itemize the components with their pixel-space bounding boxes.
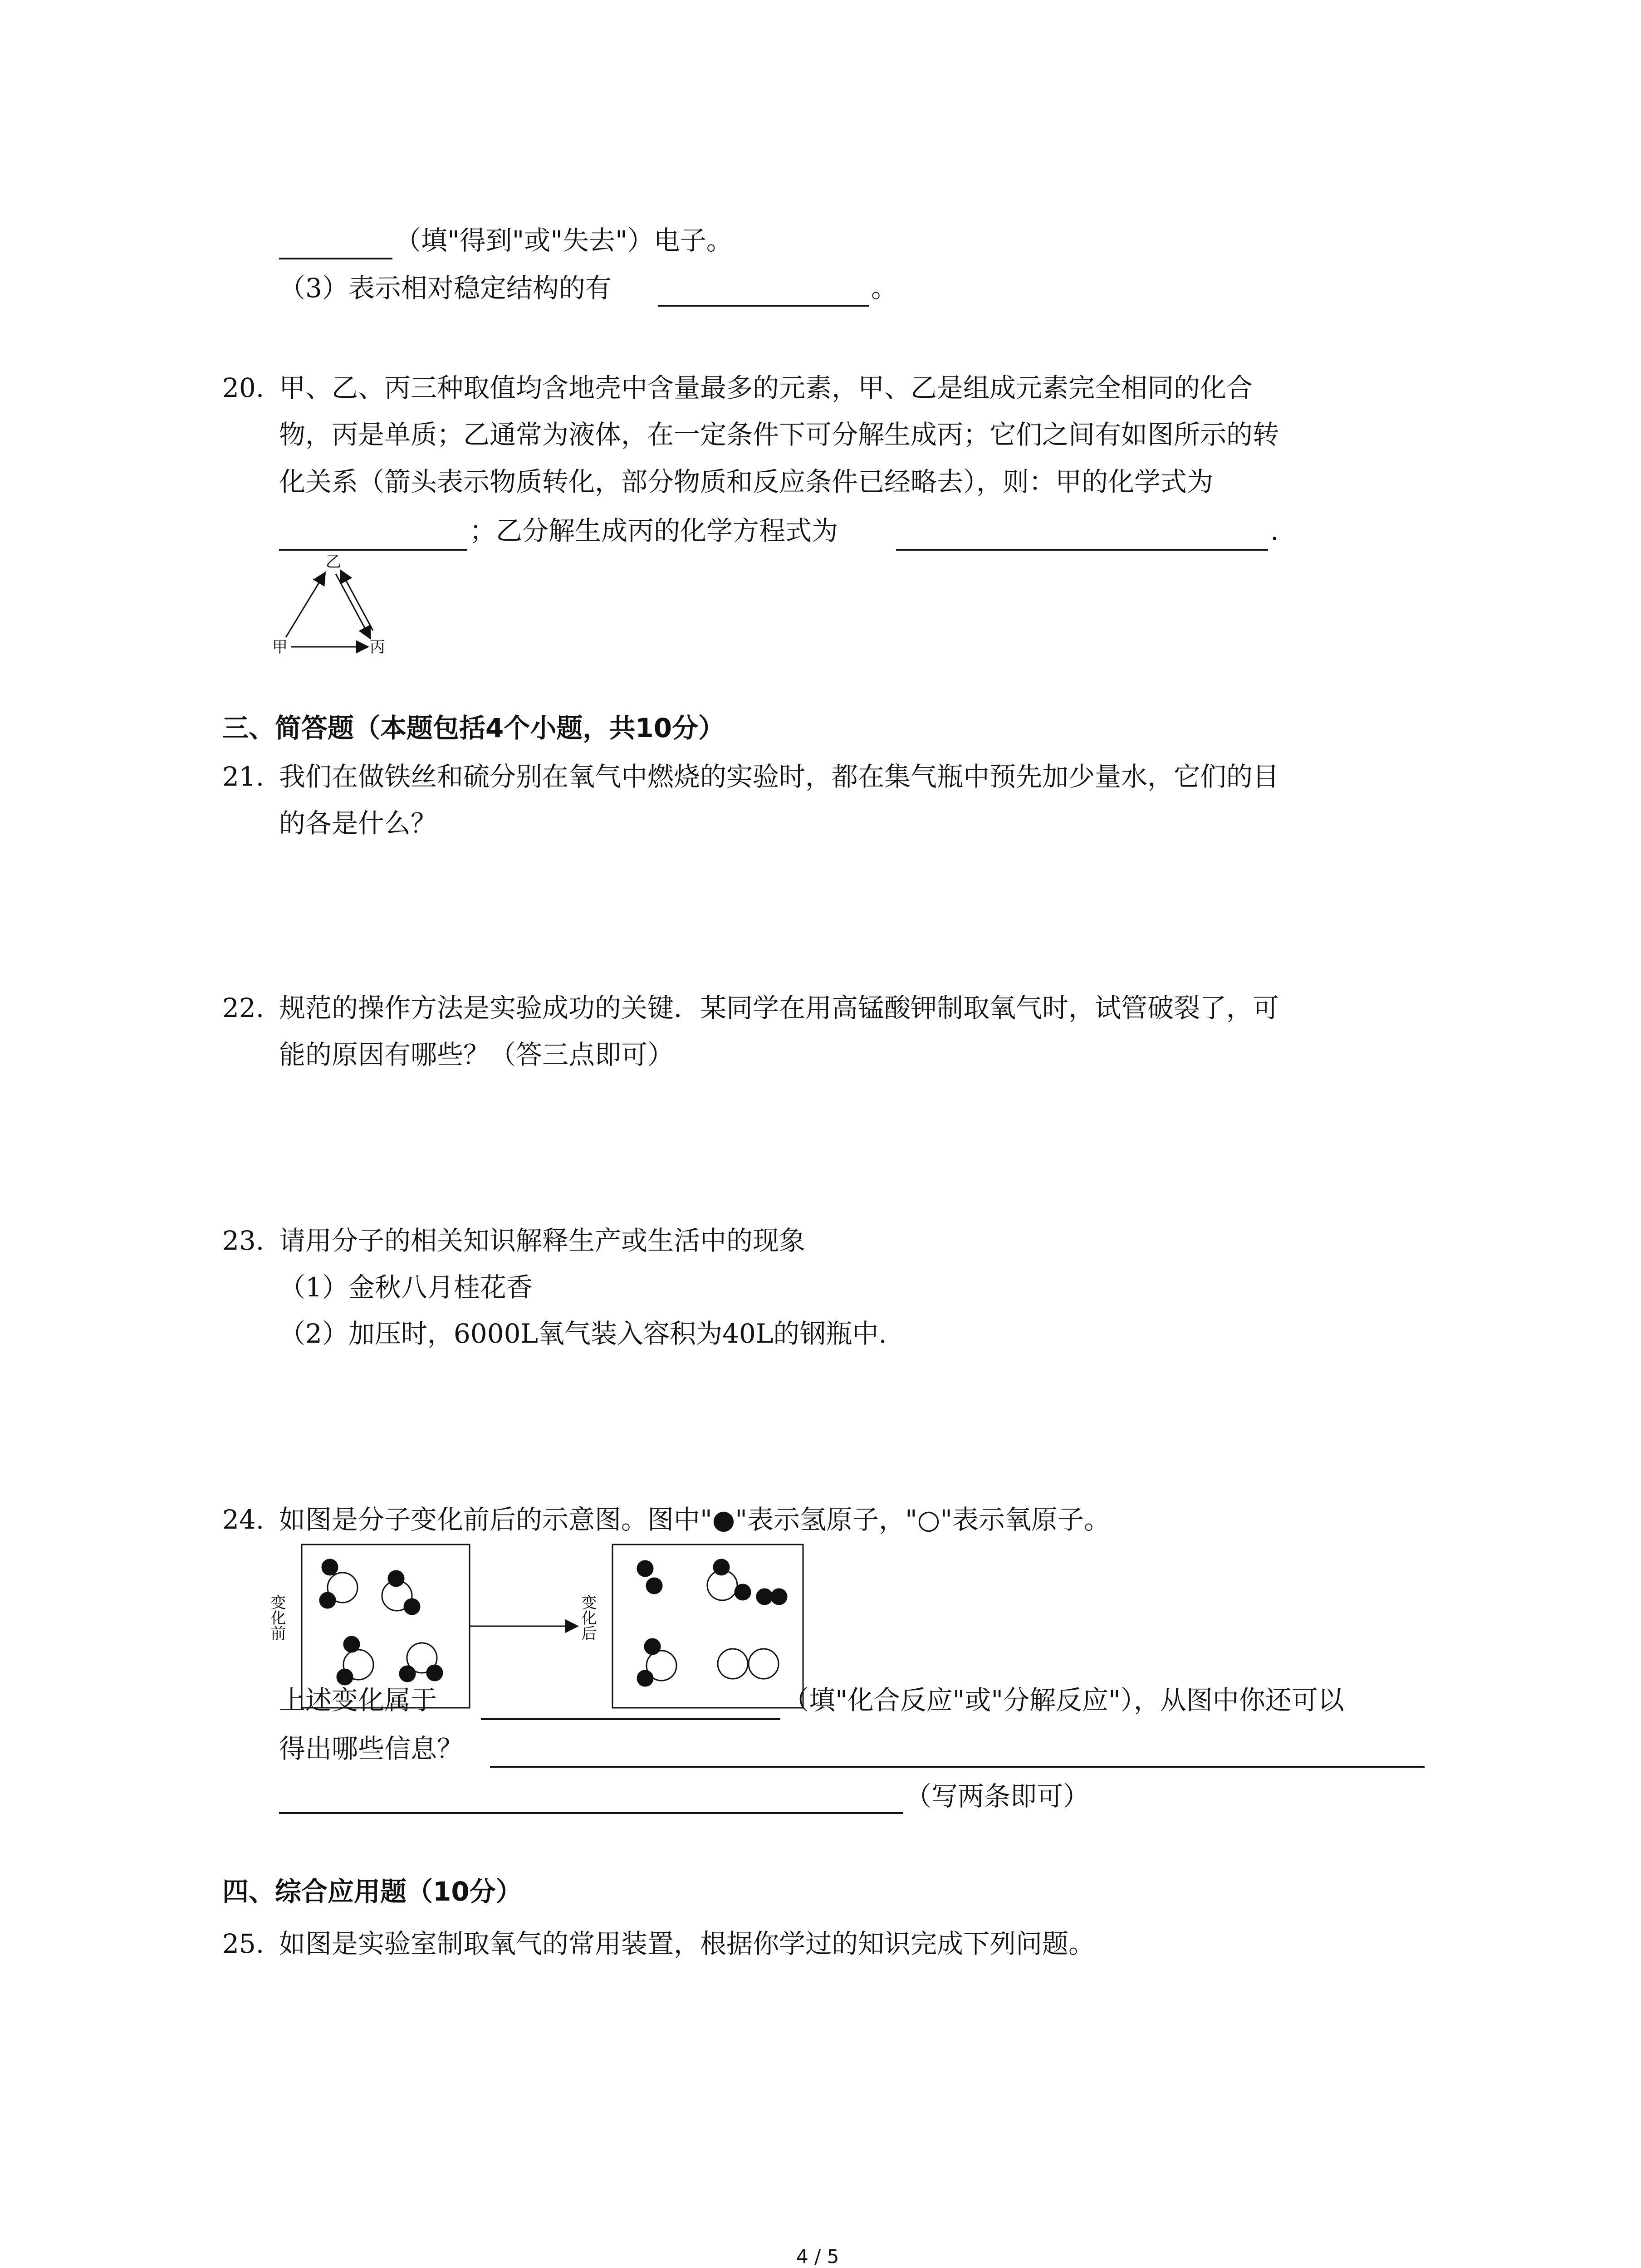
question-number-24: 24. <box>222 1504 265 1535</box>
answer-blank-24-2[interactable] <box>490 1766 1425 1768</box>
page-number: 4 / 5 <box>796 2245 839 2268</box>
q20-line-4: ；乙分解生成丙的化学方程式为 <box>470 515 838 546</box>
diagram-label-jia: 甲 <box>272 638 288 656</box>
arrow-yi-to-bing <box>336 574 370 637</box>
q23-line-2: （1）金秋八月桂花香 <box>279 1272 533 1303</box>
q20-line-1: 甲、乙、丙三种取值均含地壳中含量最多的元素，甲、乙是组成元素完全相同的化合 <box>279 372 1253 403</box>
answer-blank-20-2[interactable] <box>896 549 1268 551</box>
q24-line-4-end: （写两条即可） <box>905 1781 1090 1812</box>
q24-line-2: 上述变化属于 <box>279 1685 437 1716</box>
q21-line-2: 的各是什么？ <box>279 808 437 839</box>
q24-line-3: 得出哪些信息？ <box>279 1733 464 1764</box>
q22-line-2: 能的原因有哪些？（答三点即可） <box>279 1039 674 1070</box>
q20-transformation-diagram <box>272 549 399 658</box>
q19-line-b: （3）表示相对稳定结构的有 <box>279 273 612 303</box>
question-number-25: 25. <box>222 1928 265 1959</box>
hydrogen-atom <box>645 1639 660 1654</box>
hydrogen-atom <box>400 1666 415 1681</box>
q24-line-1: 如图是分子变化前后的示意图。图中"●"表示氢原子，"○"表示氧原子。 <box>279 1504 1110 1535</box>
hydrogen-atom <box>427 1665 442 1681</box>
q23-line-3: （2）加压时，6000L氧气装入容积为40L的钢瓶中. <box>279 1318 887 1349</box>
q20-line-2: 物，丙是单质；乙通常为液体，在一定条件下可分解生成丙；它们之间有如图所示的转 <box>279 419 1279 450</box>
q19-line-b-end: 。 <box>871 273 898 303</box>
answer-blank-19-3[interactable] <box>658 305 869 307</box>
oxygen-atom <box>718 1649 748 1679</box>
question-number-21: 21. <box>222 761 265 792</box>
hydrogen-atom <box>757 1589 772 1604</box>
question-number-23: 23. <box>222 1225 265 1256</box>
question-number-20: 20. <box>222 372 265 403</box>
hydrogen-atom <box>388 1571 404 1586</box>
hydrogen-atom <box>714 1559 729 1575</box>
q20-line-4-end: . <box>1270 515 1279 546</box>
hydrogen-atom <box>637 1561 653 1576</box>
q24-line-2-end: （填"化合反应"或"分解反应"），从图中你还可以 <box>783 1685 1344 1716</box>
before-label: 变化前 <box>268 1594 286 1641</box>
after-molecules <box>637 1559 787 1686</box>
hydrogen-atom <box>322 1559 338 1575</box>
question-number-22: 22. <box>222 992 265 1023</box>
answer-blank-24-1[interactable] <box>481 1718 780 1720</box>
arrow-bing-to-yi <box>341 572 373 631</box>
q19-line-a: （填"得到"或"失去"）电子。 <box>395 225 733 256</box>
hydrogen-atom <box>404 1599 420 1614</box>
section-4-title: 四、综合应用题（10分） <box>222 1876 522 1907</box>
diagram-label-bing: 丙 <box>370 638 385 656</box>
q22-line-1: 规范的操作方法是实验成功的关键．某同学在用高锰酸钾制取氧气时，试管破裂了，可 <box>279 992 1279 1023</box>
q21-line-1: 我们在做铁丝和硫分别在氧气中燃烧的实验时，都在集气瓶中预先加少量水，它们的目 <box>279 761 1279 792</box>
answer-blank-19-2[interactable] <box>279 258 392 259</box>
hydrogen-atom <box>647 1578 662 1593</box>
diagram-label-yi: 乙 <box>326 553 341 571</box>
hydrogen-atom <box>735 1584 750 1600</box>
hydrogen-atom <box>320 1593 335 1608</box>
hydrogen-atom <box>637 1671 653 1686</box>
q20-line-3: 化关系（箭头表示物质转化，部分物质和反应条件已经略去），则：甲的化学式为 <box>279 466 1214 497</box>
q23-line-1: 请用分子的相关知识解释生产或生活中的现象 <box>279 1225 806 1256</box>
q25-line-1: 如图是实验室制取氧气的常用装置，根据你学过的知识完成下列问题。 <box>279 1928 1095 1959</box>
hydrogen-atom <box>344 1637 359 1652</box>
oxygen-atom <box>749 1649 779 1679</box>
answer-blank-24-3[interactable] <box>279 1812 903 1814</box>
hydrogen-atom <box>771 1589 787 1604</box>
arrow-jia-to-yi <box>286 574 324 637</box>
section-3-title: 三、简答题（本题包括4个小题，共10分） <box>222 713 725 743</box>
before-molecules <box>320 1559 442 1685</box>
after-label: 变化后 <box>578 1594 597 1641</box>
